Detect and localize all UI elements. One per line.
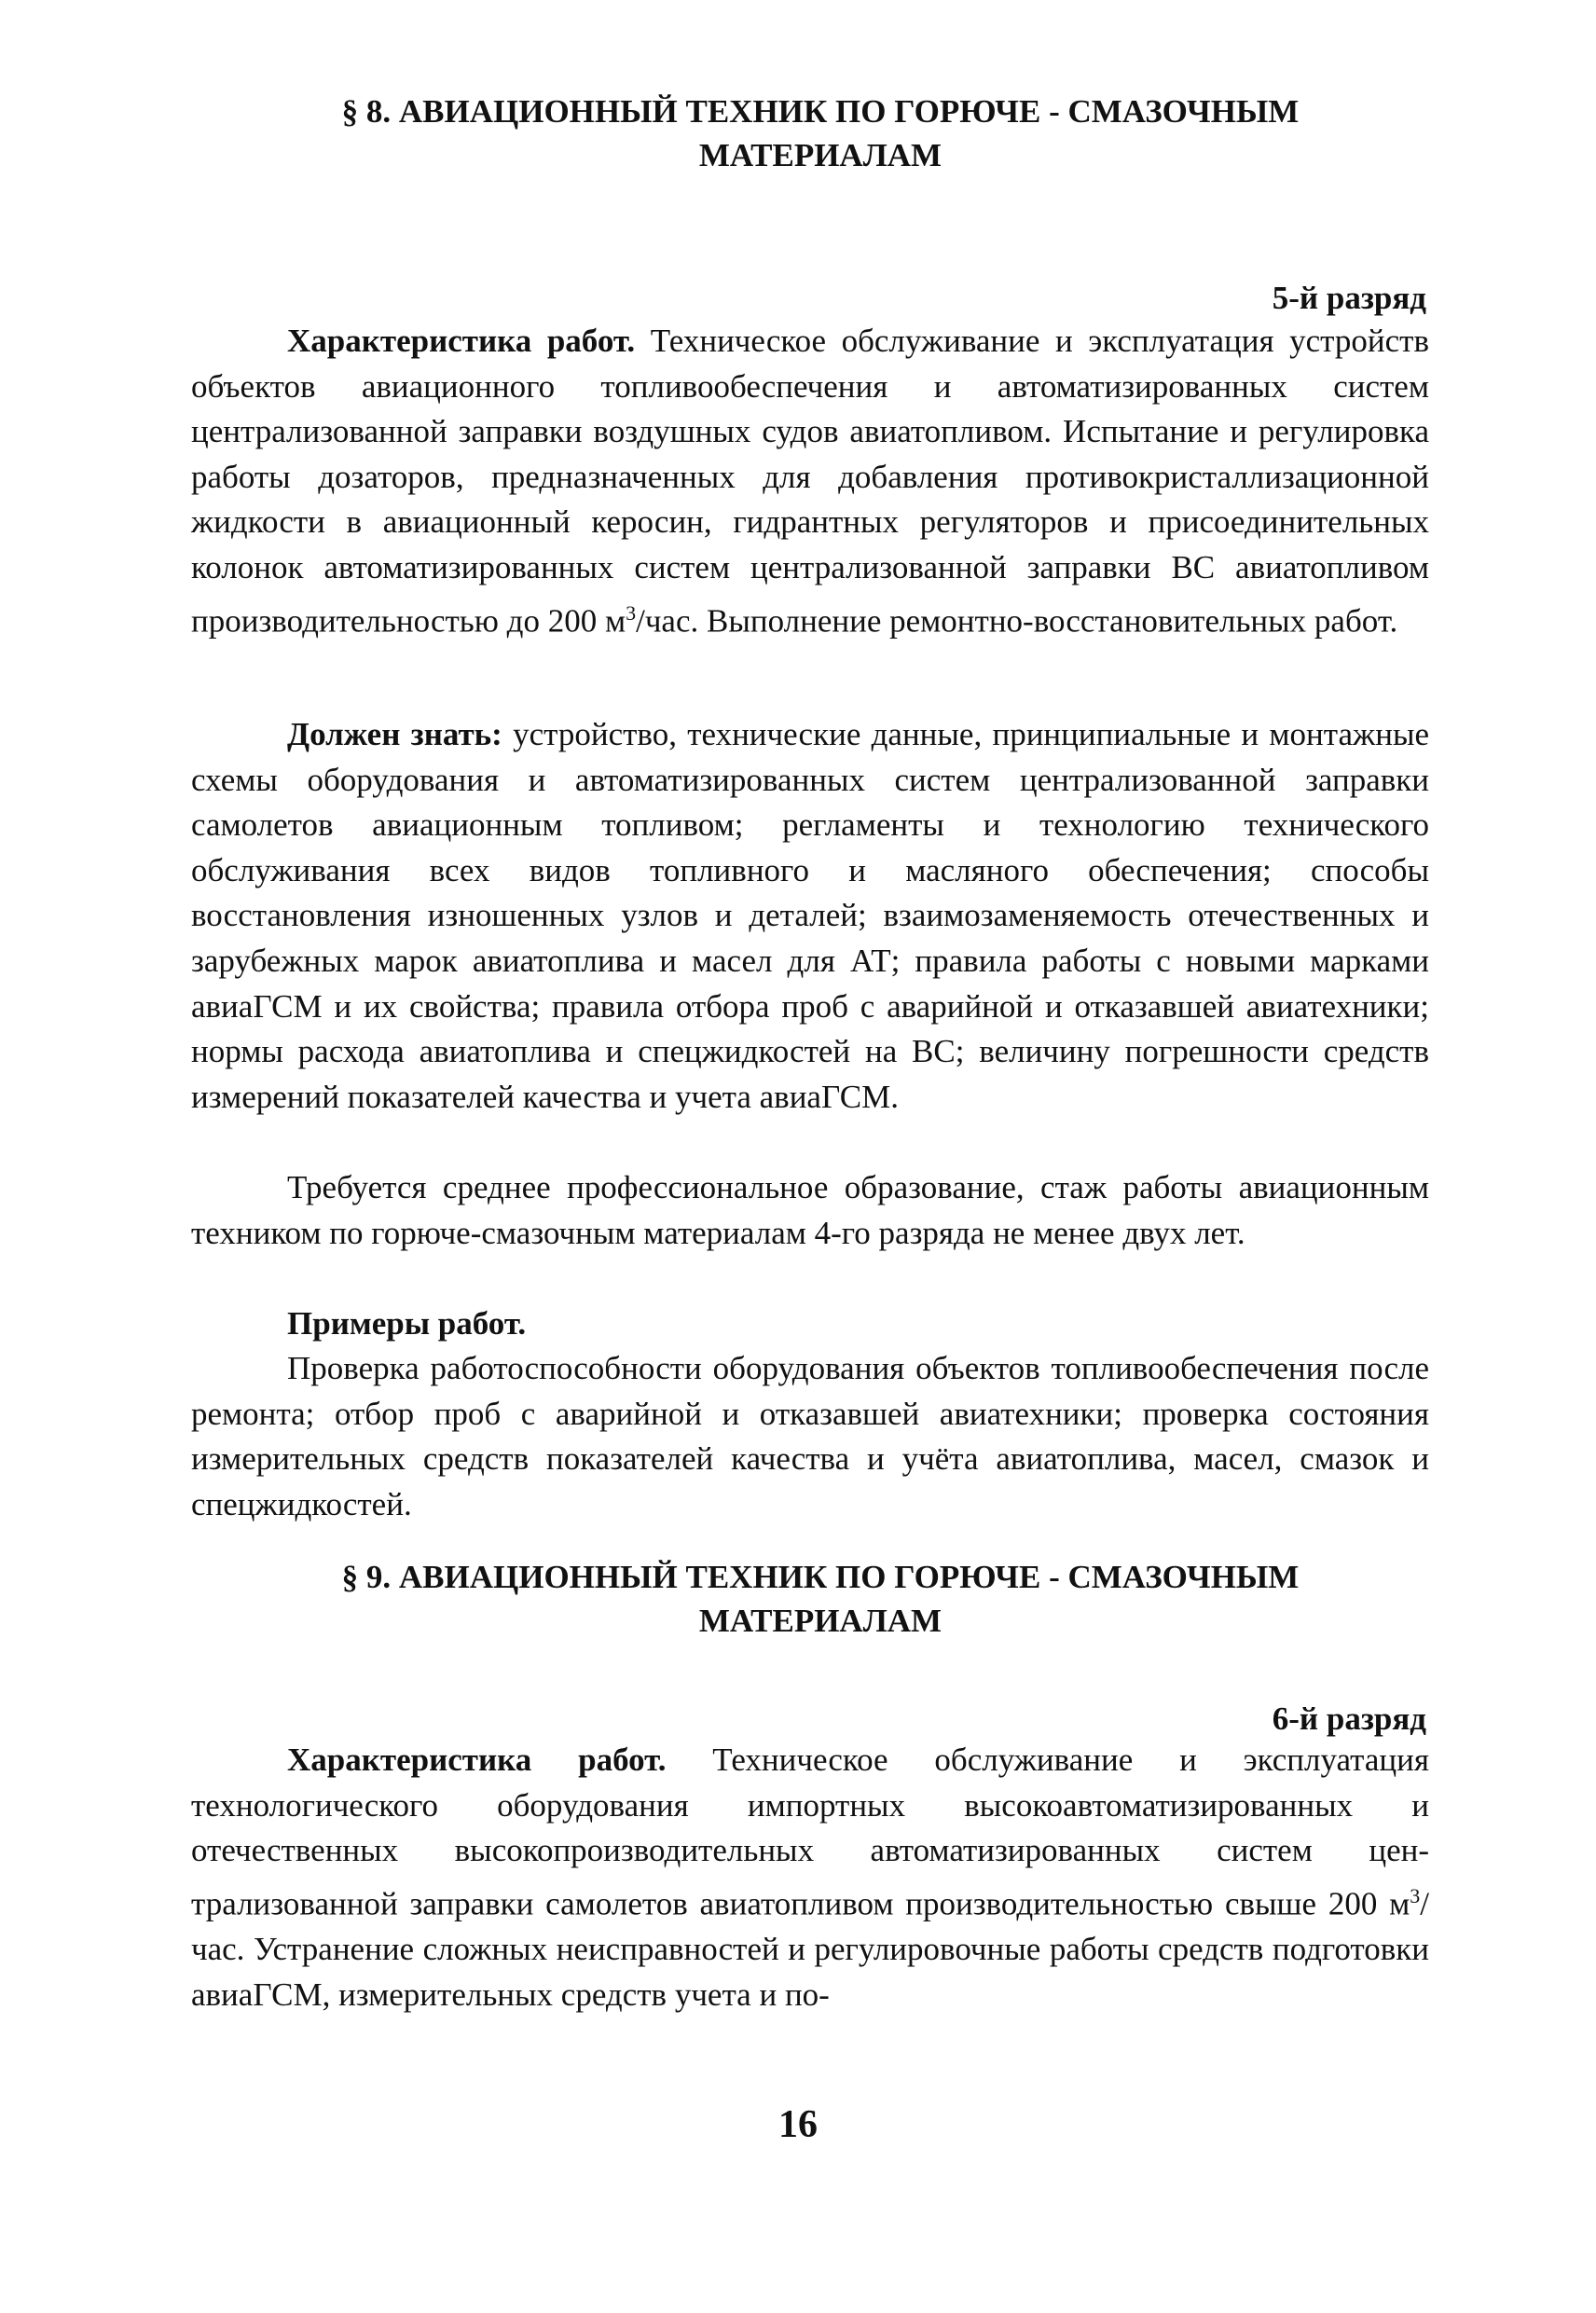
section-8-heading [186,89,1454,177]
section-8-characteristics-label: Характеристика работ. [287,323,636,359]
section-8-examples-label-text: Примеры работ. [287,1305,527,1342]
section-9-characteristics-sup: 3 [1410,1883,1421,1907]
section-8-characteristics-sup: 3 [626,600,637,625]
section-8-must-know-text: устройство, технические данные, принципиальные и монтажные схемы оборудования и автоматизированных систем централизованной заправки самолетов авиационным топливом; регламенты и технологию технического обслуживания всех видов топливного и масляного обеспечения; способы восстановления изношенных узлов и деталей; взаимозаменяемость отечественных и зарубежных марок авиатоплива и масел для АТ; правила работы с новыми марками авиаГСМ и их свойства; правила отбора проб с аварийной и отказавшей авиатехники; нормы расхода авиатоплива и спецжидкостей на ВС; величину погрешности средств измерений показателей качества и учета авиаГСМ. [191,716,1429,1115]
section-9-characteristics [191,1738,1429,2017]
section-9-heading-line1: § 9. АВИАЦИОННЫЙ ТЕХНИК ПО ГОРЮЧЕ - СМАЗОЧНЫМ [341,1559,1300,1595]
section-8-heading-line1: § 8. АВИАЦИОННЫЙ ТЕХНИК ПО ГОРЮЧЕ - СМАЗОЧНЫМ [341,93,1300,130]
section-8-grade: 5-й разряд [1272,280,1426,316]
section-8-examples-label [191,1301,1429,1347]
section-8-characteristics-text-a: Техническое обслуживание и эксплуатация устройств объектов авиационного топливообеспечения и автоматизированных систем централизованной заправки воздушных судов авиатопливом. Испытание и регулировка работы дозаторов, предназначенных для добавления противокристаллизационной жидкости в авиационный керосин, гидрантных регуляторов и присоединительных колонок автоматизированных систем централизованной заправки ВС авиатопливом производительностью до 200 м [191,323,1429,640]
section-9-heading [186,1555,1454,1643]
section-9-grade: 6-й разряд [1272,1700,1426,1737]
section-8-characteristics [191,319,1429,644]
section-8-must-know-label: Должен знать: [287,716,502,752]
section-8-examples-text: Проверка работоспособности оборудования объектов топливообеспечения после ремонта; отбор проб с аварийной и отказавшей авиатехники; проверка состояния измерительных средств показателей качества и учёта авиатоплива, масел, смазок и спецжидкостей. [191,1350,1429,1522]
section-9-characteristics-text-b: /час. Устранение сложных неисправностей и регулировочные работы средств подготовки авиаГСМ, измерительных средств учета и по- [191,1885,1429,2013]
section-9-heading-line2: МАТЕРИАЛАМ [698,1603,942,1639]
section-8-must-know [191,712,1429,1120]
section-8-heading-line2: МАТЕРИАЛАМ [698,137,942,173]
section-8-requirements: Требуется среднее профессиональное образование, стаж работы авиационным техником по горюче-смазочным материалам 4-го разряда не менее двух лет. [191,1169,1429,1251]
section-8-characteristics-text-b: /час. Выполнение ремонтно-восстановительных работ. [636,602,1398,640]
page-number: 16 [778,2103,818,2146]
section-9-characteristics-label: Характеристика работ. [287,1742,667,1778]
section-9-characteristics-text-a: Техническое обслуживание и эксплуатация технологического оборудования импортных высокоавтоматизированных и отечественных высокопроизводительных автоматизированных систем централизованной заправки самолетов авиатопливом производительностью свыше 200 м [191,1742,1429,1922]
